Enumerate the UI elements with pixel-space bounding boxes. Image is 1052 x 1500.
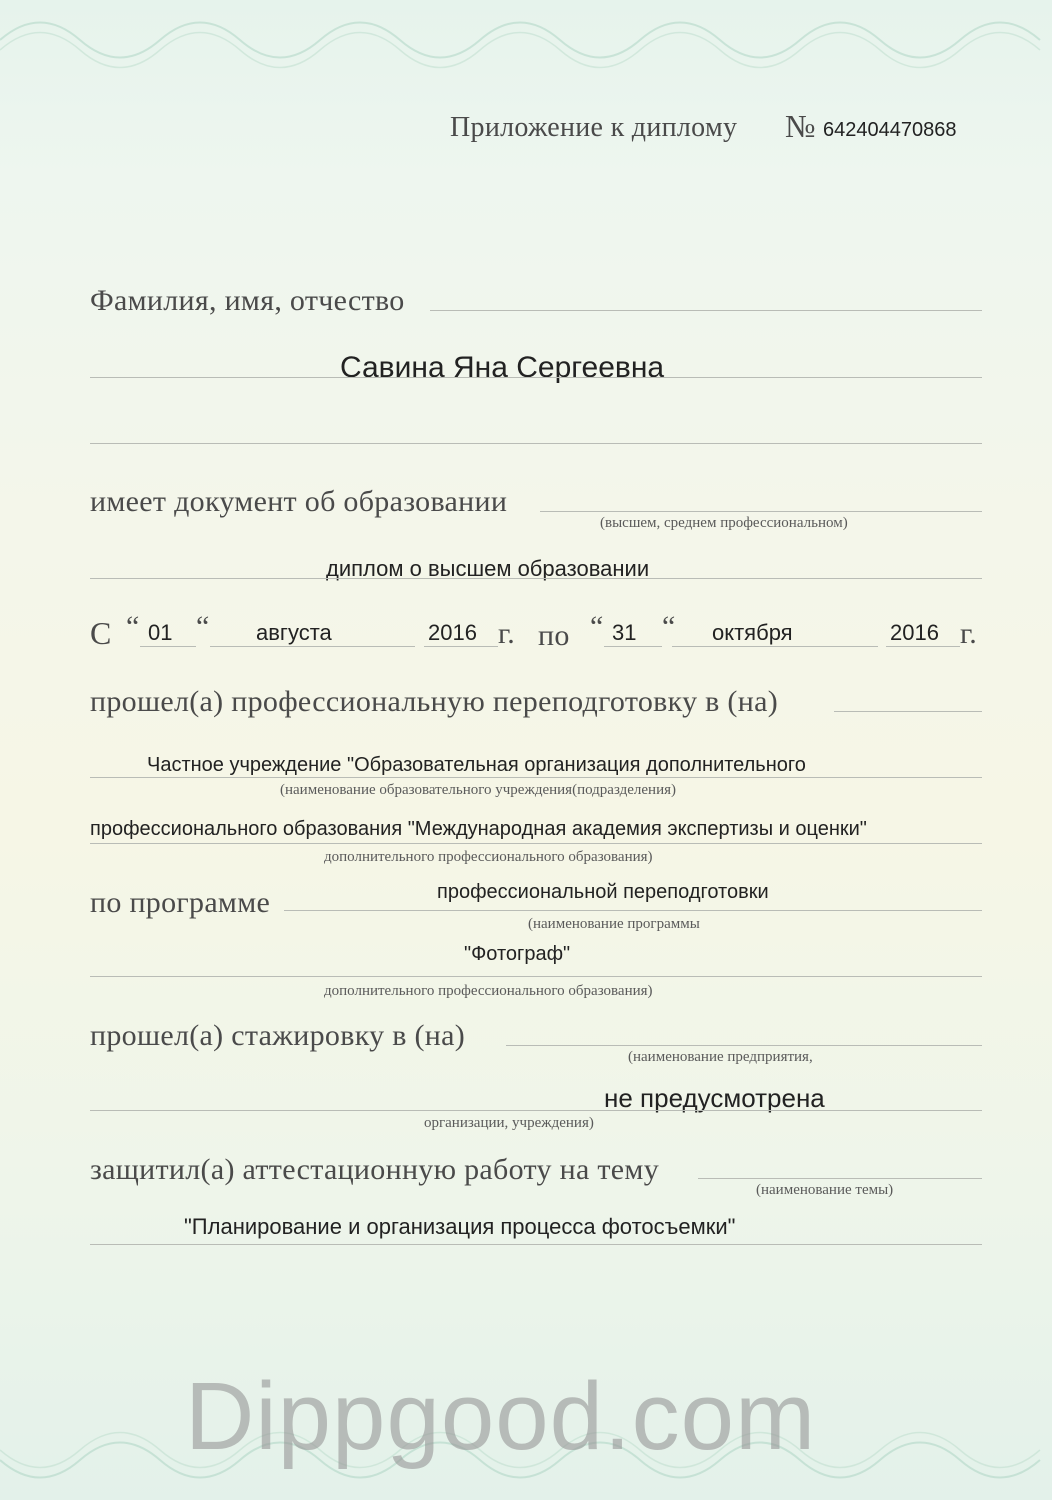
internship-hint-2: организации, учреждения) [424,1115,594,1131]
program-line-1 [284,910,982,911]
retraining-hint-1: (наименование образовательного учреждения(подразделения) [280,782,676,798]
fio-value: Савина Яна Сергеевна [340,351,665,384]
internship-label: прошел(а) стажировку в (на) [90,1019,466,1052]
retraining-line-1 [90,777,982,778]
from-day: 01 [148,620,173,645]
internship-line-1 [506,1045,982,1046]
diploma-number: 642404470868 [823,119,957,141]
decorative-border-top [0,0,1052,70]
from-open-quote: “ [126,610,140,643]
from-year-suffix: г. [498,617,516,650]
from-month: августа [256,620,332,645]
to-month-line [672,646,878,647]
appendix-title: Приложение к диплому [450,112,738,143]
thesis-label: защитил(а) аттестационную работу на тему [90,1153,659,1186]
thesis-hint: (наименование темы) [756,1182,894,1198]
program-label: по программе [90,886,271,919]
from-year: 2016 [428,620,477,645]
from-month-line [210,646,415,647]
program-value-2: "Фотограф" [464,943,571,965]
education-hint: (высшем, среднем профессиональном) [600,515,848,531]
fio-line-2 [90,377,982,378]
retraining-hint-2: дополнительного профессионального образования) [324,849,653,865]
education-line-1 [540,511,982,512]
from-day-line [140,646,196,647]
retraining-line-0 [834,711,982,712]
to-close-quote: “ [662,610,676,643]
program-value-1: профессиональной переподготовки [437,881,769,903]
watermark-text: Dippgood.com [185,1363,817,1470]
period-from-prefix: С [90,615,112,651]
fio-line-3 [90,443,982,444]
from-close-quote: “ [196,610,210,643]
retraining-label: прошел(а) профессиональную переподготовку в (на) [90,685,778,718]
from-year-line [424,646,498,647]
fio-line-1 [430,310,982,311]
program-line-2 [90,976,982,977]
number-sign: № [785,108,816,144]
education-label: имеет документ об образовании [90,485,508,518]
internship-value: не предусмотрена [604,1083,825,1113]
retraining-line-2 [90,843,982,844]
education-line-2 [90,578,982,579]
to-year: 2016 [890,620,939,645]
program-hint-1: (наименование программы [528,916,700,932]
thesis-line-2 [90,1244,982,1245]
program-hint-2: дополнительного профессионального образования) [324,983,653,999]
to-open-quote: “ [590,610,604,643]
education-value: диплом о высшем образовании [326,556,650,581]
to-day-line [604,646,662,647]
to-day: 31 [612,620,637,645]
internship-hint-1: (наименование предприятия, [628,1049,813,1065]
to-year-line [886,646,960,647]
retraining-institution-2: профессионального образования "Международная академия экспертизы и оценки" [90,818,867,840]
retraining-institution-1: Частное учреждение "Образовательная организация дополнительного [147,754,806,776]
fio-label: Фамилия, имя, отчество [90,284,405,317]
to-year-suffix: г. [960,617,978,650]
period-to-prefix: по [538,619,570,652]
thesis-value: "Планирование и организация процесса фотосъемки" [184,1214,736,1239]
internship-line-2 [90,1110,982,1111]
thesis-line-1 [698,1178,982,1179]
to-month: октября [712,620,793,645]
